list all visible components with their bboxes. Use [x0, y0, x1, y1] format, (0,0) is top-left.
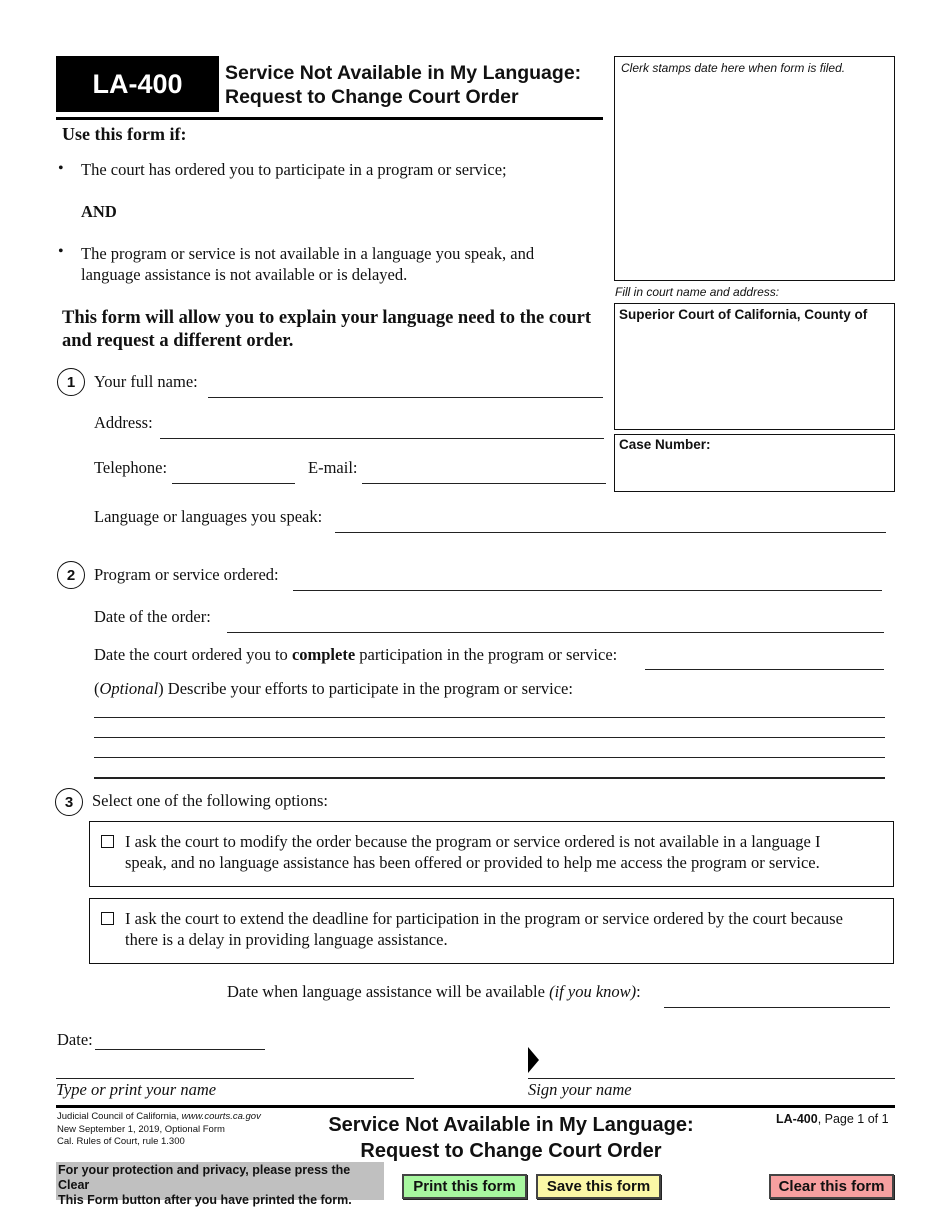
footer-council-line	[57, 1111, 261, 1124]
option2-checkbox[interactable]	[101, 912, 114, 925]
sign-name-label: Sign your name	[528, 1080, 632, 1099]
footer-info	[57, 1111, 261, 1149]
form-title	[225, 61, 581, 109]
save-form-button[interactable]: Save this form	[536, 1174, 661, 1199]
efforts-line[interactable]	[94, 717, 885, 718]
complete-suffix: participation in the program or service:	[355, 645, 618, 664]
clear-form-button[interactable]: Clear this form	[769, 1174, 894, 1199]
footer-page-info	[776, 1112, 889, 1126]
footer-title-line2: Request to Change Court Order	[360, 1140, 662, 1162]
optional-rest: ) Describe your efforts to participate in the program or service:	[158, 679, 573, 698]
option1-line2: speak, and no language assistance has been offered or provided to help me access the program or service.	[125, 853, 820, 872]
efforts-line[interactable]	[94, 737, 885, 738]
available-prefix: Date when language assistance will be available	[227, 982, 550, 1001]
complete-date-label	[94, 645, 617, 665]
clerk-stamp-box	[614, 56, 895, 281]
optional-word: Optional	[99, 679, 159, 698]
select-options-label: Select one of the following options:	[92, 791, 329, 810]
date-field[interactable]	[95, 1049, 265, 1050]
bullet-dot: •	[58, 243, 64, 260]
use-form-if-heading: Use this form if:	[62, 124, 187, 144]
program-field[interactable]	[293, 590, 882, 591]
date-label: Date:	[57, 1030, 93, 1049]
intro-allows	[62, 307, 591, 353]
footer-title	[290, 1112, 732, 1164]
complete-prefix: Date the court ordered you to	[94, 645, 292, 664]
privacy-notice	[56, 1162, 384, 1207]
section3-number: 3	[55, 788, 83, 816]
header-rule	[56, 117, 603, 120]
intro-allows-line1: This form will allow you to explain your language need to the court	[62, 308, 591, 328]
signature-arrow-icon	[527, 1046, 541, 1074]
court-name-box[interactable]	[614, 303, 895, 430]
program-label: Program or service ordered:	[94, 565, 279, 584]
section2-number: 2	[57, 561, 85, 589]
option1-text	[125, 831, 820, 873]
intro-allows-line2: and request a different order.	[62, 331, 294, 351]
footer-page-number: , Page 1 of 1	[817, 1112, 889, 1126]
complete-bold: complete	[291, 645, 356, 664]
intro-bullet1: The court has ordered you to participate in a program or service;	[81, 160, 507, 179]
telephone-label: Telephone:	[94, 458, 168, 477]
print-name-label: Type or print your name	[56, 1080, 217, 1099]
languages-field[interactable]	[335, 532, 886, 533]
full-name-field[interactable]	[208, 397, 603, 398]
bullet-dot: •	[58, 160, 64, 177]
option1-checkbox[interactable]	[101, 835, 114, 848]
intro-bullet2-line2: language assistance is not available or is delayed.	[81, 265, 408, 284]
footer-rule	[56, 1105, 895, 1108]
optional-describe-label	[94, 679, 573, 699]
available-italic: (if you know)	[549, 982, 637, 1001]
footer-website: www.courts.ca.gov	[181, 1111, 261, 1122]
complete-date-field[interactable]	[645, 669, 884, 670]
case-number-box[interactable]	[614, 434, 895, 492]
print-name-field[interactable]	[56, 1078, 414, 1079]
available-suffix: :	[636, 982, 641, 1001]
option1-box	[89, 821, 894, 887]
address-label: Address:	[94, 413, 153, 432]
available-date-field[interactable]	[664, 1007, 890, 1008]
signature-field[interactable]	[528, 1078, 895, 1079]
address-field[interactable]	[160, 438, 604, 439]
privacy-line1: For your protection and privacy, please press the Clear	[58, 1163, 351, 1192]
efforts-line[interactable]	[94, 777, 885, 779]
intro-bullet2-line1: The program or service is not available in a language you speak, and	[81, 244, 535, 263]
form-id-badge: LA-400	[56, 56, 219, 112]
order-date-field[interactable]	[227, 632, 884, 633]
form-title-line1: Service Not Available in My Language:	[225, 62, 582, 84]
option2-line1: I ask the court to extend the deadline for participation in the program or service ordered by the court because	[125, 909, 843, 928]
email-label: E-mail:	[308, 458, 358, 477]
case-number-label: Case Number:	[619, 437, 711, 452]
footer-council: Judicial Council of California,	[57, 1111, 182, 1122]
option2-box	[89, 898, 894, 964]
optional-open: (	[94, 679, 100, 698]
available-date-label	[227, 982, 641, 1002]
footer-rule-ref: Cal. Rules of Court, rule 1.300	[57, 1136, 185, 1147]
full-name-label: Your full name:	[94, 372, 198, 391]
order-date-label: Date of the order:	[94, 607, 211, 626]
option2-text	[125, 908, 843, 950]
languages-label: Language or languages you speak:	[94, 507, 323, 526]
telephone-field[interactable]	[172, 483, 295, 484]
section1-number: 1	[57, 368, 85, 396]
footer-form-id: LA-400	[776, 1112, 818, 1126]
print-form-button[interactable]: Print this form	[402, 1174, 527, 1199]
court-caption: Fill in court name and address:	[615, 285, 780, 299]
efforts-line[interactable]	[94, 757, 885, 758]
intro-bullet2	[81, 243, 534, 285]
option2-line2: there is a delay in providing language assistance.	[125, 930, 448, 949]
intro-and: AND	[81, 202, 117, 221]
option1-line1: I ask the court to modify the order because the program or service ordered is not available in a language I	[125, 832, 821, 851]
clerk-stamp-caption: Clerk stamps date here when form is filed.	[621, 61, 846, 75]
footer-title-line1: Service Not Available in My Language:	[328, 1114, 694, 1136]
email-field[interactable]	[362, 483, 606, 484]
court-name: Superior Court of California, County of	[619, 307, 868, 322]
privacy-line2: This Form button after you have printed the form.	[58, 1193, 352, 1207]
footer-revision: New September 1, 2019, Optional Form	[57, 1123, 225, 1135]
form-title-line2: Request to Change Court Order	[225, 86, 519, 108]
